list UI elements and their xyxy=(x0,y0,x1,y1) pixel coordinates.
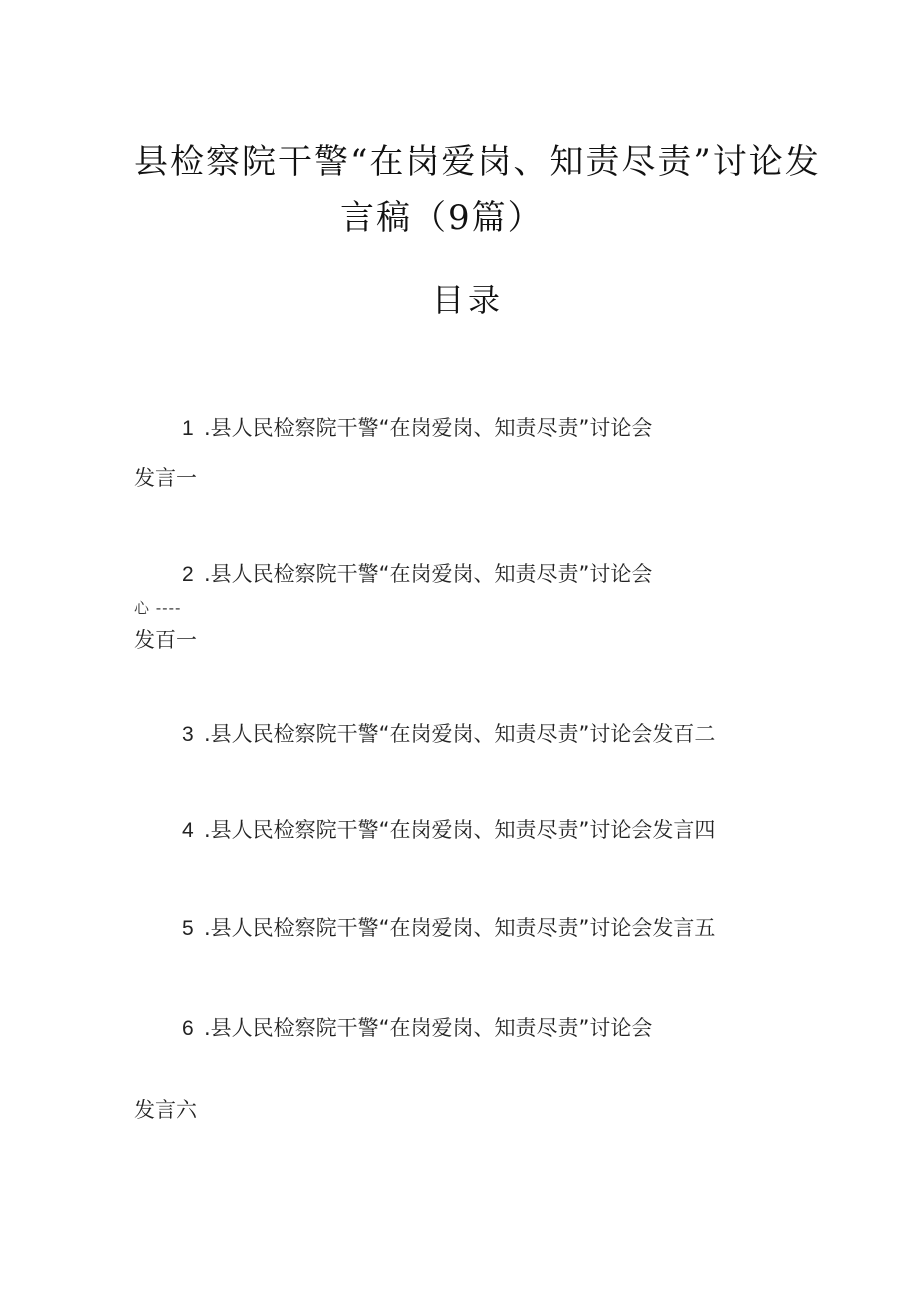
toc-heading: 目录 xyxy=(432,281,505,319)
document-title-line-1: 县检察院干警“在岗爱岗、知责尽责”讨论发 xyxy=(134,142,821,182)
toc-entry-5-line xyxy=(182,912,715,942)
toc-entry-number: 3 xyxy=(182,723,194,746)
toc-entry-number: 5 xyxy=(182,917,194,940)
toc-entry-text: .县人民检察院干警“在岗爱岗、知责尽责”讨论会发言五 xyxy=(204,916,716,940)
toc-entry-text: .县人民检察院干警“在岗爱岗、知责尽责”讨论会发百二 xyxy=(204,722,716,746)
toc-entry-text: .县人民检察院干警“在岗爱岗、知责尽责”讨论会发言四 xyxy=(204,818,716,842)
toc-entry-number: 4 xyxy=(182,819,194,842)
toc-entry-number: 2 xyxy=(182,563,194,586)
toc-entry-1-line xyxy=(182,412,652,442)
toc-entry-4-line xyxy=(182,814,715,844)
toc-entry-text: .县人民检察院干警“在岗爱岗、知责尽责”讨论会 xyxy=(204,416,653,440)
toc-entry-number: 6 xyxy=(182,1017,194,1040)
toc-entry-text: .县人民检察院干警“在岗爱岗、知责尽责”讨论会 xyxy=(204,562,653,586)
toc-entry-2-continuation: 发百一 xyxy=(134,628,197,652)
toc-entry-1-continuation: 发言一 xyxy=(134,466,197,490)
toc-entry-3-line xyxy=(182,718,715,748)
toc-entry-number: 1 xyxy=(182,417,194,440)
toc-entry-text: .县人民检察院干警“在岗爱岗、知责尽责”讨论会 xyxy=(204,1016,653,1040)
toc-entry-6-line xyxy=(182,1012,652,1042)
toc-entry-6-continuation: 发言六 xyxy=(134,1098,197,1122)
document-title-line-2: 言稿（9篇） xyxy=(340,198,544,238)
toc-entry-2-line xyxy=(182,558,652,588)
toc-entry-2-artifact: 心 ---- xyxy=(134,599,182,617)
